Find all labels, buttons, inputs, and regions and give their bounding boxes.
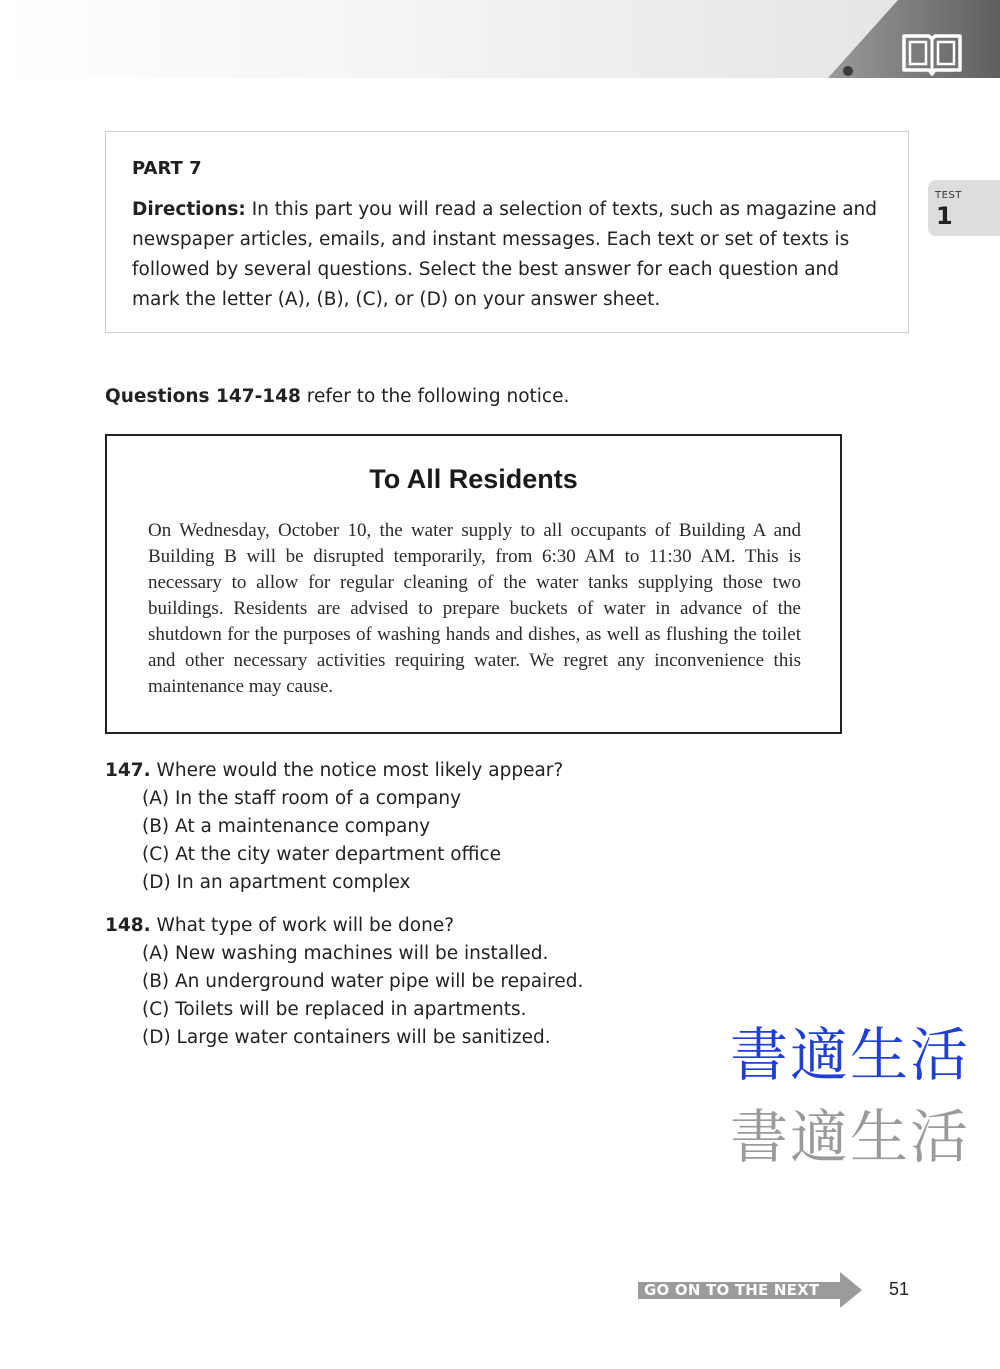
notice-title: To All Residents xyxy=(369,464,578,494)
question-148 xyxy=(105,915,454,936)
watermark-gray: 書適生活 xyxy=(730,1103,971,1171)
watermark-blue: 書適生活 xyxy=(730,1021,971,1089)
option-147-b[interactable]: (B) At a maintenance company xyxy=(142,816,431,837)
option-148-c[interactable]: (C) Toilets will be replaced in apartments. xyxy=(142,999,527,1020)
option-147-d[interactable]: (D) In an apartment complex xyxy=(142,872,411,893)
book-icon xyxy=(900,30,964,78)
test-number: 1 xyxy=(936,202,953,230)
notice-box xyxy=(105,434,842,734)
question-147 xyxy=(105,760,563,781)
next-page-label: GO ON TO THE NEXT PAGE xyxy=(644,1281,820,1317)
header-dot xyxy=(843,66,853,76)
question-text: What type of work will be done? xyxy=(156,915,455,936)
notice-body: On Wednesday, October 10, the water supply to all occupants of Building A and Building B will be disrupted temporarily, from 6:30 AM to 11:30 AM. This is necessary to allow for regular cleaning of the water tanks supplying those two buildings. Residents are advised to prepare buckets of water in advance of the shutdown for the purposes of washing hands and dishes, as well as flushing the toilet and other necessary activities requiring water. We regret any inconvenience this maintenance may cause. xyxy=(148,520,801,697)
question-number: 147. xyxy=(105,760,151,781)
option-147-a[interactable]: (A) In the staff room of a company xyxy=(142,788,462,809)
option-148-b[interactable]: (B) An underground water pipe will be repaired. xyxy=(142,971,584,992)
question-number: 148. xyxy=(105,915,151,936)
part-title: PART 7 xyxy=(132,158,202,179)
directions-text xyxy=(132,195,892,315)
option-148-d[interactable]: (D) Large water containers will be sanitized. xyxy=(142,1027,551,1048)
test-label: TEST xyxy=(935,190,962,201)
questions-intro xyxy=(105,386,569,407)
test-tab xyxy=(928,180,1000,236)
questions-range: Questions 147-148 xyxy=(105,386,301,407)
directions-label: Directions: xyxy=(132,199,246,220)
page-number: 51 xyxy=(889,1279,910,1299)
question-text: Where would the notice most likely appear? xyxy=(156,760,564,781)
option-147-c[interactable]: (C) At the city water department office xyxy=(142,844,502,865)
questions-intro-rest: refer to the following notice. xyxy=(306,386,570,407)
directions-body: In this part you will read a selection of texts, such as magazine and newspaper articles, emails, and instant messages. Each text or set of texts is followed by several questions. Select the best answer for each question and mark the letter (A), (B), (C), or (D) on your answer sheet. xyxy=(132,199,878,310)
option-148-a[interactable]: (A) New washing machines will be installed. xyxy=(142,943,549,964)
next-page-banner[interactable] xyxy=(638,1272,862,1317)
